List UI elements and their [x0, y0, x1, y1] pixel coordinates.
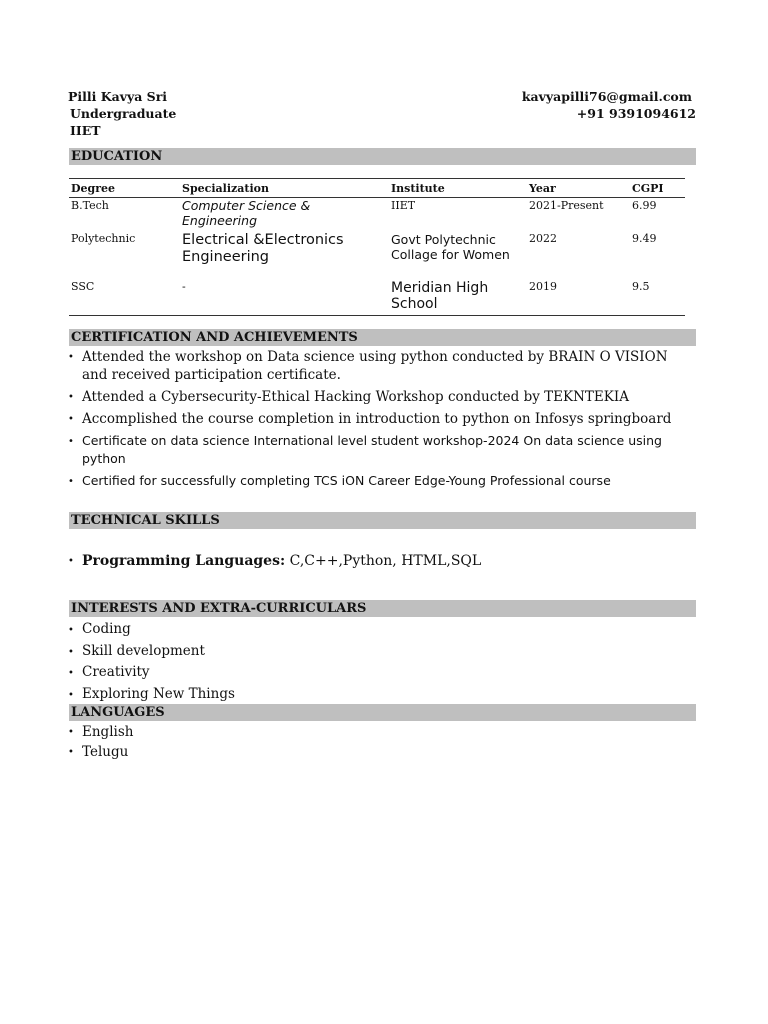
table-row: [69, 280, 685, 316]
cell-degree: Polytechnic: [71, 232, 136, 245]
col-specialization: Specialization: [180, 179, 389, 198]
cell-degree: B.Tech: [71, 199, 109, 212]
list-item: • English: [68, 722, 688, 742]
cell-year: 2022: [529, 232, 557, 245]
header-right: [522, 88, 696, 122]
cell-institute: [389, 280, 527, 316]
list-item: • Telugu: [68, 742, 688, 762]
languages-list: [68, 722, 688, 762]
list-item: • Certificate on data science International level student workshop-2024 On data science using python: [68, 432, 688, 468]
cell-specialization: [180, 198, 389, 233]
specialization-text: Electrical &Electronics Engineering: [182, 232, 344, 265]
skills-heading: TECHNICAL SKILLS: [69, 512, 696, 529]
list-item: • Attended the workshop on Data science using python conducted by BRAIN O VISION and received participation certificate.: [68, 348, 688, 384]
institute-text: Meridian High School: [391, 280, 489, 312]
list-item: • Certified for successfully completing TCS iON Career Edge-Young Professional course: [68, 472, 688, 490]
cell-degree: SSC: [69, 280, 180, 316]
list-item: • Skill development: [68, 641, 688, 663]
cell-year: 2019: [527, 280, 630, 316]
cell-specialization: -: [180, 280, 389, 316]
list-item: • Coding: [68, 619, 688, 641]
list-item: [68, 552, 688, 570]
candidate-status: Undergraduate: [70, 106, 177, 121]
list-item: • Exploring New Things: [68, 684, 688, 706]
candidate-college: IIET: [70, 123, 101, 138]
email-link[interactable]: kavyapilli76@gmail.com: [521, 89, 692, 104]
certifications-heading: CERTIFICATION AND ACHIEVEMENTS: [69, 329, 696, 346]
cell-cgpi: 9.5: [630, 280, 685, 316]
cell-specialization: [180, 232, 389, 280]
cell-cgpi: 9.49: [632, 232, 657, 245]
cell-institute: IIET: [391, 199, 416, 212]
cell-institute: [389, 232, 527, 280]
table-row: [69, 198, 685, 233]
skills-list: [68, 552, 688, 570]
list-item: • Accomplished the course completion in introduction to python on Infosys springboard: [68, 410, 688, 428]
candidate-name: Pilli Kavya Sri: [68, 89, 168, 104]
col-year: Year: [527, 179, 630, 198]
list-item: • Attended a Cybersecurity-Ethical Hacking Workshop conducted by TEKNTEKIA: [68, 388, 688, 406]
institute-text: Govt Polytechnic Collage for Women: [391, 232, 510, 262]
phone-number: +91 9391094612: [576, 106, 696, 121]
specialization-text: Computer Science & Engineering: [182, 198, 311, 228]
education-table: [69, 178, 685, 316]
header-left: [68, 88, 176, 139]
col-cgpi: CGPI: [630, 179, 685, 198]
education-header-row: [69, 179, 685, 198]
table-row: [69, 232, 685, 280]
interests-heading: INTERESTS AND EXTRA-CURRICULARS: [69, 600, 696, 617]
cell-cgpi: 6.99: [632, 199, 657, 212]
col-degree: Degree: [69, 179, 180, 198]
skill-label: Programming Languages:: [82, 553, 286, 569]
languages-heading: LANGUAGES: [69, 704, 696, 721]
list-item: • Creativity: [68, 662, 688, 684]
education-heading: EDUCATION: [69, 148, 696, 165]
skill-value: C,C++,Python, HTML,SQL: [285, 553, 482, 569]
cell-year: 2021-Present: [529, 199, 604, 212]
col-institute: Institute: [389, 179, 527, 198]
interests-list: [68, 619, 688, 705]
certifications-list: [68, 348, 688, 494]
